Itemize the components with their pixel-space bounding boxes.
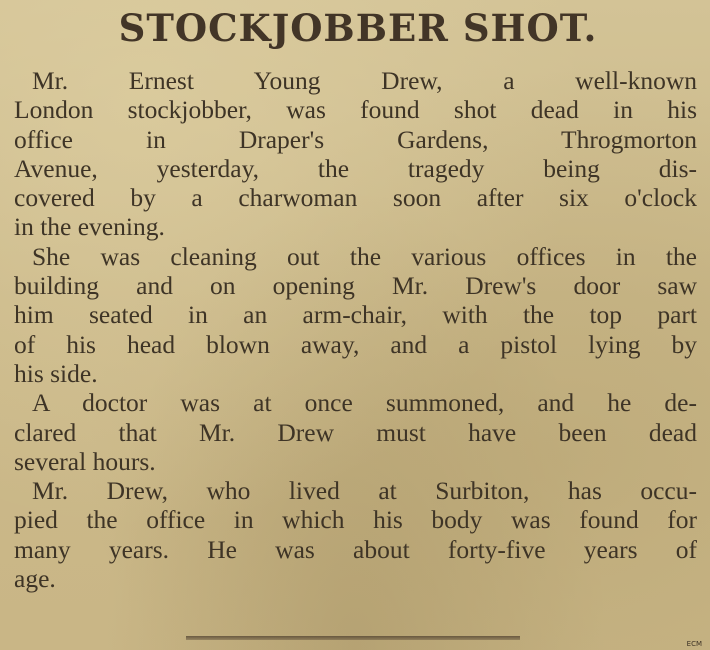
text-line: of his head blown away, and a pistol lying by [14, 329, 697, 359]
text-line: several hours. [14, 446, 156, 476]
text-line: in the evening. [14, 212, 165, 242]
text-line: pied the office in which his body was found for [14, 505, 697, 535]
text-line: A doctor was at once summoned, and he de- [32, 388, 697, 418]
paragraph-2 [14, 242, 697, 388]
text-line: Avenue, yesterday, the tragedy being dis- [14, 153, 697, 183]
text-line: office in Draper's Gardens, Throgmorton [14, 124, 697, 154]
text-line: Mr. Drew, who lived at Surbiton, has occu- [32, 476, 697, 506]
headline: STOCKJOBBER SHOT. [118, 6, 598, 50]
text-line: him seated in an arm-chair, with the top part [14, 300, 697, 330]
text-line: London stockjobber, was found shot dead in his [14, 95, 697, 125]
text-line: age. [14, 564, 56, 594]
corner-mark: ECM [686, 640, 702, 648]
text-line: Mr. Ernest Young Drew, a well-known [32, 66, 697, 95]
text-line: covered by a charwoman soon after six o'clock [14, 183, 697, 213]
text-line: building and on opening Mr. Drew's door saw [14, 271, 697, 301]
paragraph-3 [14, 388, 697, 476]
text-line: clared that Mr. Drew must have been dead [14, 417, 697, 447]
column-rule [186, 636, 520, 640]
text-line: She was cleaning out the various offices in the [32, 241, 697, 271]
paragraph-1 [14, 66, 697, 242]
text-line: many years. He was about forty-five years of [14, 534, 697, 564]
paragraph-4 [14, 476, 697, 593]
text-line: his side. [14, 358, 98, 388]
article-body [14, 66, 697, 593]
